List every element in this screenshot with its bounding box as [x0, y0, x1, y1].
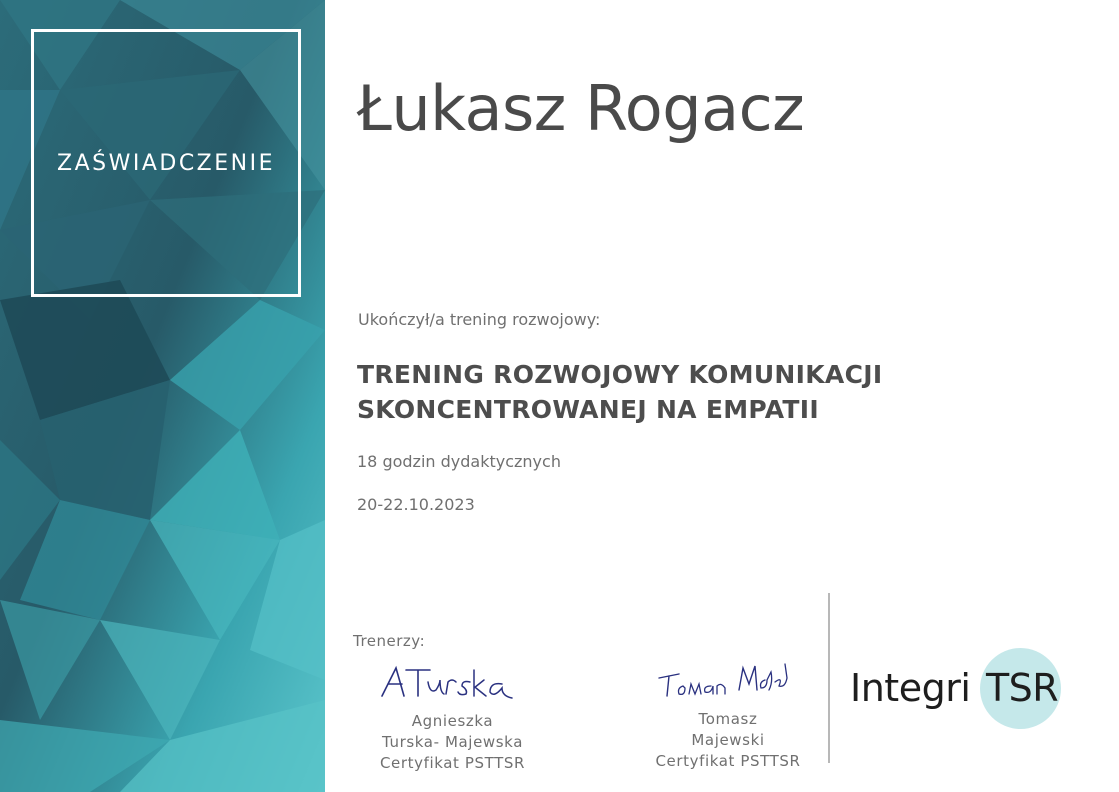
trainer-2: [650, 709, 806, 772]
vertical-divider: [828, 593, 830, 763]
course-hours: 18 godzin dydaktycznych: [357, 452, 561, 471]
logo-text-right: TSR: [985, 666, 1059, 710]
course-title-line-2: SKONCENTROWANEJ NA EMPATII: [357, 395, 819, 424]
recipient-name: Łukasz Rogacz: [357, 72, 805, 145]
trainer-1-first-name: Agnieszka: [411, 712, 494, 730]
trainers-label: Trenerzy:: [353, 632, 426, 650]
logo-text: [850, 666, 1058, 710]
certificate-title: ZAŚWIADCZENIE: [57, 150, 275, 176]
title-frame: [31, 29, 301, 297]
signature-agnieszka-turska: [378, 662, 518, 704]
decorative-panel: [0, 0, 325, 792]
trainer-1: [370, 711, 535, 774]
completed-label: Ukończył/a trening rozwojowy:: [358, 310, 601, 329]
trainer-1-last-name: Turska- Majewska: [382, 733, 523, 751]
trainer-2-last-name: Majewski: [691, 731, 765, 749]
trainer-2-first-name: Tomasz: [698, 710, 758, 728]
trainer-2-certificate: Certyfikat PSTTSR: [655, 752, 801, 770]
integritsr-logo: [850, 648, 1062, 732]
signature-tomasz-majewski: [655, 660, 791, 702]
course-title-line-1: TRENING ROZWOJOWY KOMUNIKACJI: [357, 360, 883, 389]
course-title: [357, 357, 882, 427]
logo-text-left: Integri: [850, 666, 971, 710]
course-dates: 20-22.10.2023: [357, 495, 475, 514]
trainer-1-certificate: Certyfikat PSTTSR: [379, 754, 526, 772]
